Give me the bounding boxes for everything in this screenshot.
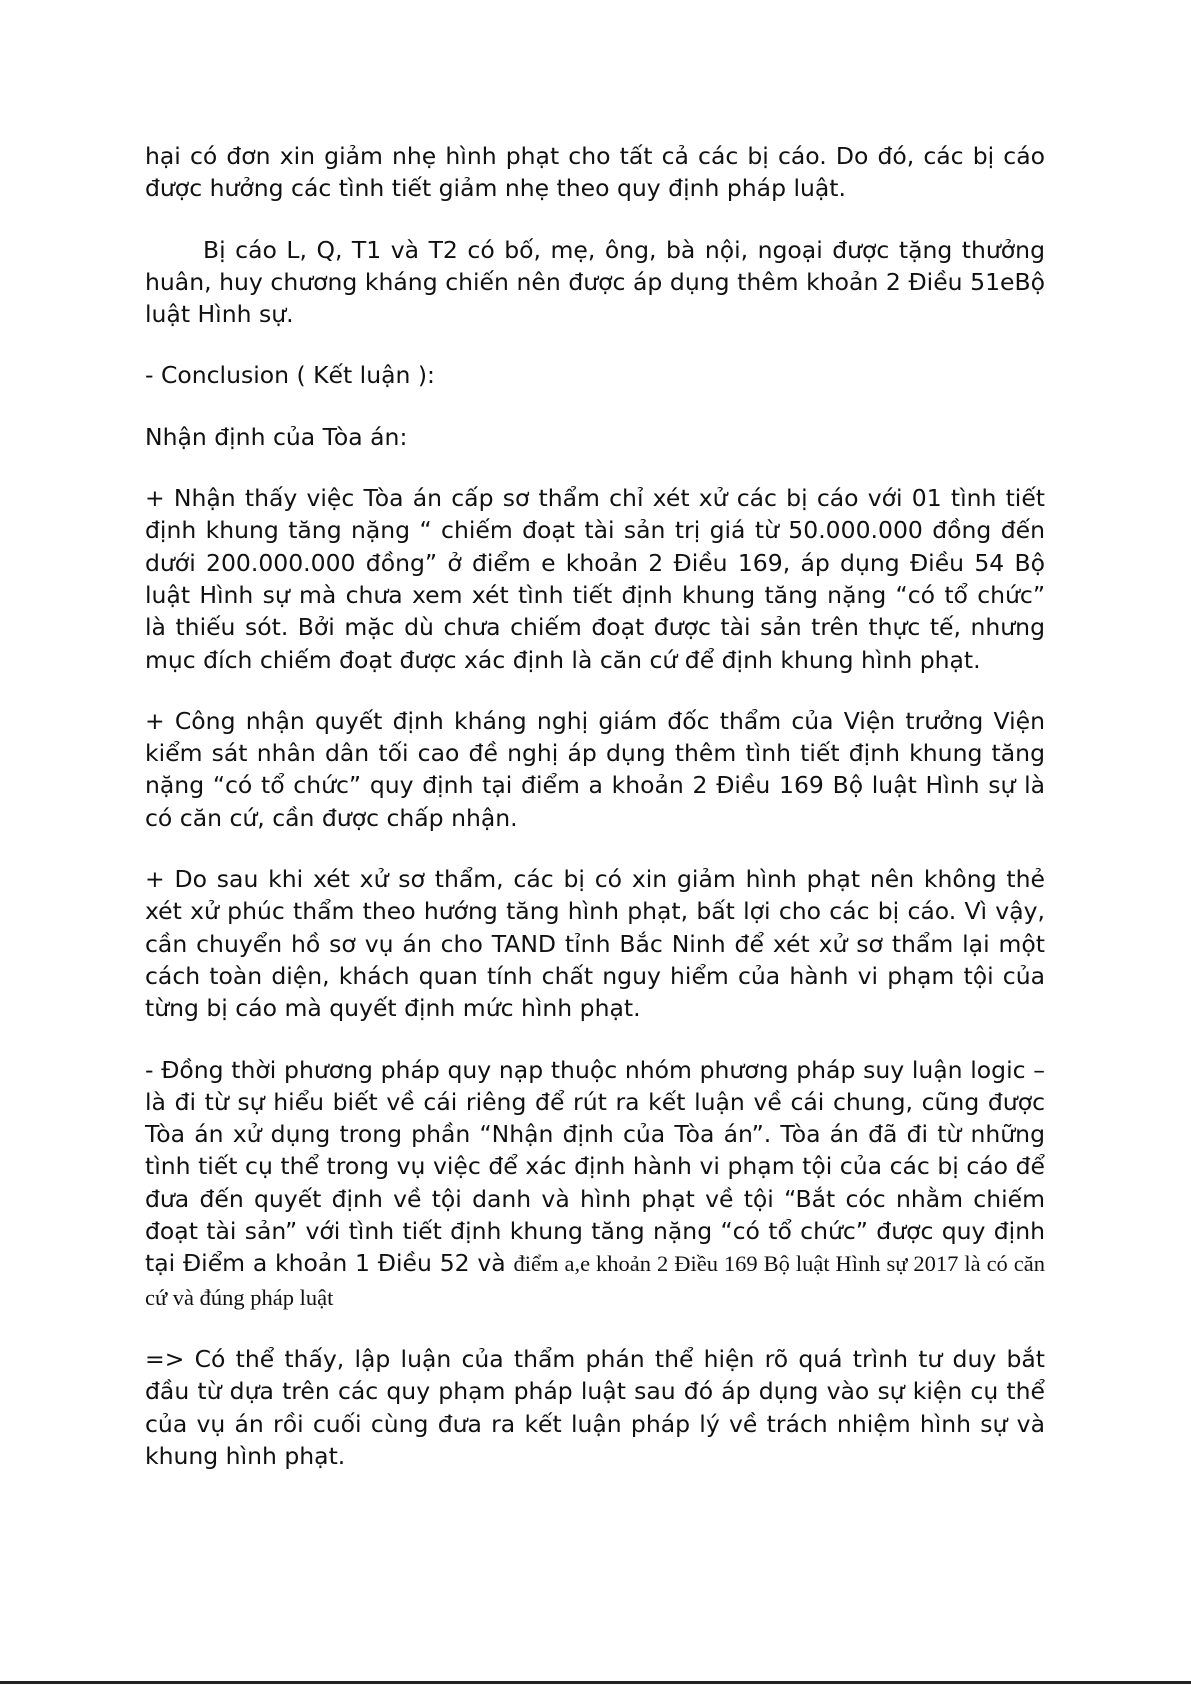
inductive-method-text: - Đồng thời phương pháp quy nạp thuộc nhóm phương pháp suy luận logic – là đi từ sự hiểu biết về cái riêng để rút ra kết luận về cái chung, cũng được Tòa án xử dụng trong phần “Nhận định của Tòa án”. Tòa án đã đi từ những tình tiết cụ thể trong vụ việc để xác định hành vi phạm tội của các bị cáo để đưa đến quyết định về tội danh và hình phạt về tội “Bắt cóc nhằm chiếm đoạt tài sản” với tình tiết định khung tăng nặng “có tổ chức” được quy định tại Điểm a khoản 1 Điều 52 và	[145, 1055, 1045, 1278]
paragraph-family-awards: Bị cáo L, Q, T1 và T2 có bố, mẹ, ông, bà nội, ngoại được tặng thưởng huân, huy chương kháng chiến nên được áp dụng thêm khoản 2 Điều 51eBộ luật Hình sự.	[145, 235, 1045, 329]
section-heading-conclusion: - Conclusion ( Kết luận ):	[145, 361, 435, 390]
document-page	[145, 140, 1045, 1501]
paragraph-mitigating-circumstances: hại có đơn xin giảm nhẹ hình phạt cho tất cả các bị cáo. Do đó, các bị cáo được hưởng các tình tiết giảm nhẹ theo quy định pháp luật.	[145, 142, 1045, 203]
inductive-method-serif-tail: điểm a,e khoản 2 Điều 169 Bộ luật Hình sự 2017 là có căn cứ và đúng pháp luật	[145, 1251, 1045, 1310]
page-bottom-rule	[0, 1681, 1191, 1684]
paragraph-final-conclusion: => Có thể thấy, lập luận của thẩm phán thể hiện rõ quá trình tư duy bắt đầu từ dựa trên các quy phạm pháp luật sau đó áp dụng vào sự kiện cụ thể của vụ án rồi cuối cùng đưa ra kết luận pháp lý về trách nhiệm hình sự và khung hình phạt.	[145, 1344, 1045, 1470]
paragraph-assessment-aggravating: + Nhận thấy việc Tòa án cấp sơ thẩm chỉ xét xử các bị cáo với 01 tình tiết định khung tăng nặng “ chiếm đoạt tài sản trị giá từ 50.000.000 đồng đến dưới 200.000.000 đồng” ở điểm e khoản 2 Điều 169, áp dụng Điều 54 Bộ luật Hình sự mà chưa xem xét tình tiết định khung tăng nặng “có tổ chức” là thiếu sót. Bởi mặc dù chưa chiếm đoạt được tài sản trên thực tế, nhưng mục đích chiếm đoạt được xác định là căn cứ để định khung hình phạt.	[145, 484, 1045, 674]
paragraph-assessment-protest: + Công nhận quyết định kháng nghị giám đốc thẩm của Viện trưởng Viện kiểm sát nhân dân tối cao đề nghị áp dụng thêm tình tiết định khung tăng nặng “có tổ chức” quy định tại điểm a khoản 2 Điều 169 Bộ luật Hình sự là có căn cứ, cần được chấp nhận.	[145, 706, 1045, 832]
paragraph-inductive-method	[145, 1054, 1045, 1314]
paragraph-assessment-retrial: + Do sau khi xét xử sơ thẩm, các bị có xin giảm hình phạt nên không thẻ xét xử phúc thẩm theo hướng tăng hình phạt, bất lợi cho các bị cáo. Vì vậy, cần chuyển hồ sơ vụ án cho TAND tỉnh Bắc Ninh để xét xử sơ thẩm lại một cách toàn diện, khách quan tính chất nguy hiểm của hành vi phạm tội của từng bị cáo mà quyết định mức hình phạt.	[145, 865, 1045, 1023]
subheading-court-assessment: Nhận định của Tòa án:	[145, 422, 408, 451]
